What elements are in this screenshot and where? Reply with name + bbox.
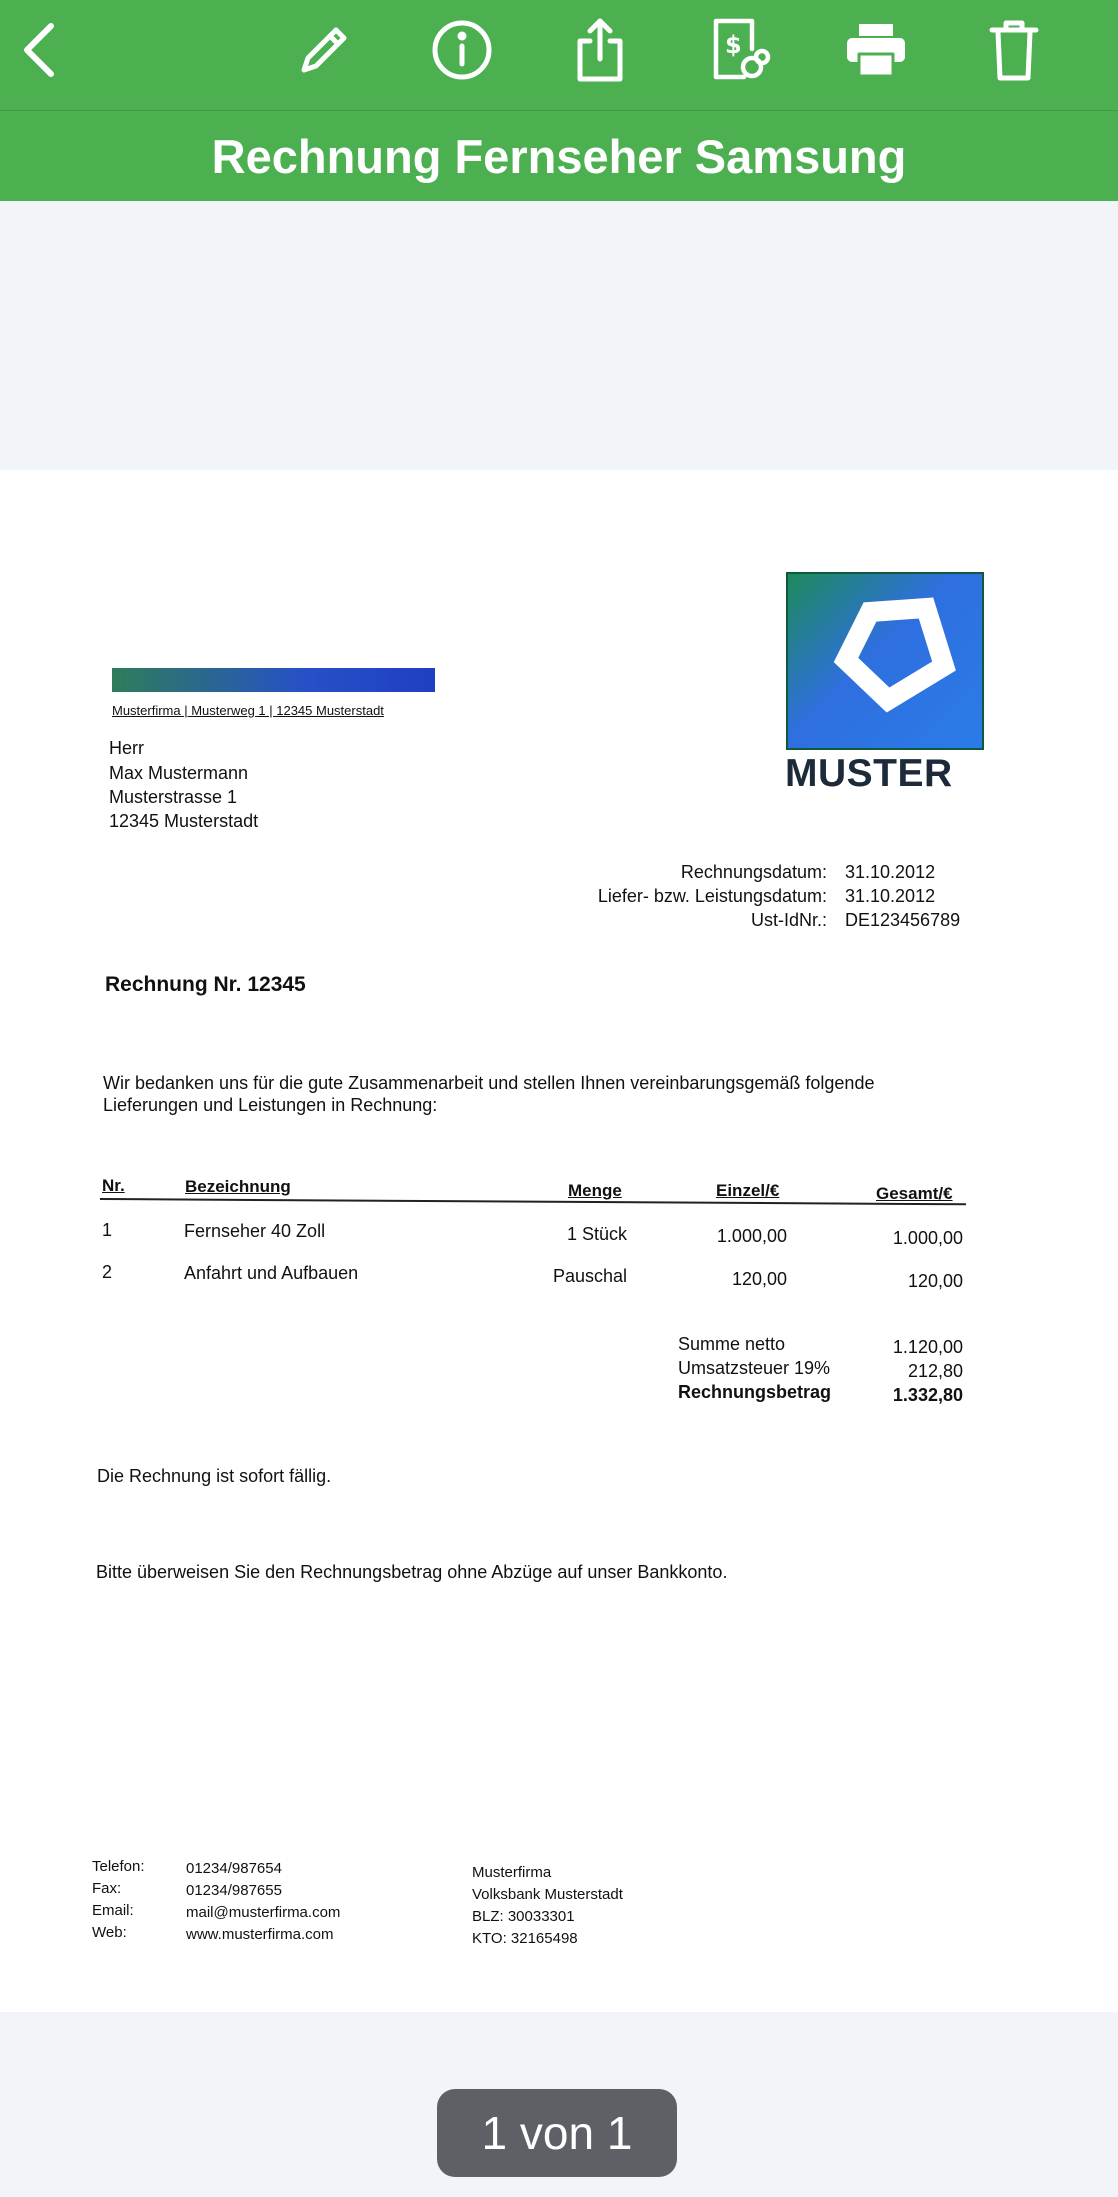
delivery-date-value: 31.10.2012	[845, 886, 936, 906]
table-header-rule	[100, 1198, 966, 1205]
recipient-city: 12345 Musterstadt	[109, 811, 259, 831]
page-indicator: 1 von 1	[437, 2089, 677, 2177]
row-1-nr: 1	[102, 1220, 113, 1240]
trash-icon	[986, 18, 1042, 82]
footer-fax-value: 01234/987655	[186, 1882, 282, 1899]
col-header-nr: Nr.	[102, 1176, 125, 1195]
intro-text-line-1: Wir bedanken uns für die gute Zusammenarbeit und stellen Ihnen vereinbarungsgemäß folgende	[103, 1073, 875, 1093]
col-header-description: Bezeichnung	[185, 1177, 291, 1196]
invoice-total-value: 1.332,80	[892, 1385, 963, 1405]
recipient-name: Max Mustermann	[109, 763, 249, 783]
intro-text-line-2: Lieferungen und Leistungen in Rechnung:	[103, 1095, 438, 1115]
due-note: Die Rechnung ist sofort fällig.	[97, 1466, 332, 1486]
delete-button[interactable]	[974, 10, 1054, 90]
title-bar	[0, 110, 1118, 201]
row-2-total: 120,00	[907, 1271, 963, 1291]
document-title: Rechnung Fernseher Samsung	[211, 129, 907, 183]
row-2-quantity: Pauschal	[552, 1266, 627, 1286]
toolbar	[0, 0, 1118, 110]
share-button[interactable]	[560, 10, 640, 90]
back-button[interactable]	[0, 10, 80, 90]
vat-id-label: Ust-IdNr.:	[750, 910, 827, 930]
vat-label: Umsatzsteuer 19%	[678, 1358, 831, 1378]
edit-icon	[294, 20, 354, 80]
footer-email-value: mail@musterfirma.com	[186, 1904, 341, 1921]
print-button[interactable]	[836, 10, 916, 90]
row-2-nr: 2	[102, 1262, 113, 1282]
footer-fax-label: Fax:	[92, 1880, 122, 1897]
row-2-unit-price: 120,00	[731, 1269, 787, 1289]
svg-text:$: $	[725, 31, 742, 59]
pentagon-logo-icon	[788, 574, 982, 748]
back-icon	[15, 20, 65, 80]
recipient-salutation: Herr	[109, 738, 144, 758]
net-sum-value: 1.120,00	[892, 1337, 963, 1357]
invoice-date-value: 31.10.2012	[845, 862, 936, 882]
row-1-description: Fernseher 40 Zoll	[184, 1221, 326, 1241]
sender-color-bar	[112, 668, 435, 692]
company-logo	[786, 572, 984, 750]
sender-address-line: Musterfirma | Musterweg 1 | 12345 Musterstadt	[112, 703, 384, 718]
share-icon	[570, 15, 630, 85]
vat-id-value: DE123456789	[845, 910, 961, 930]
info-icon	[430, 18, 494, 82]
footer-phone-label: Telefon:	[92, 1858, 145, 1875]
footer-email-label: Email:	[92, 1902, 134, 1919]
recipient-street: Musterstrasse 1	[109, 787, 238, 807]
footer-bank-company: Musterfirma	[472, 1864, 552, 1881]
invoice-date-label: Rechnungsdatum:	[680, 862, 827, 882]
edit-button[interactable]	[284, 10, 364, 90]
row-1-unit-price: 1.000,00	[716, 1226, 787, 1246]
col-header-quantity: Menge	[568, 1181, 622, 1200]
document-page	[0, 470, 1118, 2012]
company-logo-text: MUSTER	[785, 752, 953, 795]
col-header-unit-price: Einzel/€	[716, 1181, 780, 1200]
footer-web-label: Web:	[92, 1924, 127, 1941]
delivery-date-label: Liefer- bzw. Leistungsdatum:	[597, 886, 827, 906]
footer-bank-blz: BLZ: 30033301	[472, 1908, 575, 1925]
footer-phone-value: 01234/987654	[186, 1860, 282, 1877]
invoice-total-label: Rechnungsbetrag	[678, 1382, 832, 1402]
footer-bank-name: Volksbank Musterstadt	[472, 1886, 623, 1903]
expense-button[interactable]	[700, 10, 780, 90]
row-2-description: Anfahrt und Aufbauen	[184, 1263, 359, 1283]
footer-web-value: www.musterfirma.com	[186, 1926, 334, 1943]
net-sum-label: Summe netto	[678, 1334, 786, 1354]
vat-value: 212,80	[907, 1361, 963, 1381]
invoice-number-heading: Rechnung Nr. 12345	[105, 973, 306, 996]
row-1-total: 1.000,00	[892, 1228, 963, 1248]
col-header-total: Gesamt/€	[876, 1184, 953, 1203]
payment-note: Bitte überweisen Sie den Rechnungsbetrag ohne Abzüge auf unser Bankkonto.	[96, 1562, 728, 1582]
footer-bank-account: KTO: 32165498	[472, 1930, 578, 1947]
info-button[interactable]	[422, 10, 502, 90]
print-icon	[843, 20, 909, 80]
expense-icon	[708, 15, 772, 85]
row-1-quantity: 1 Stück	[566, 1224, 627, 1244]
